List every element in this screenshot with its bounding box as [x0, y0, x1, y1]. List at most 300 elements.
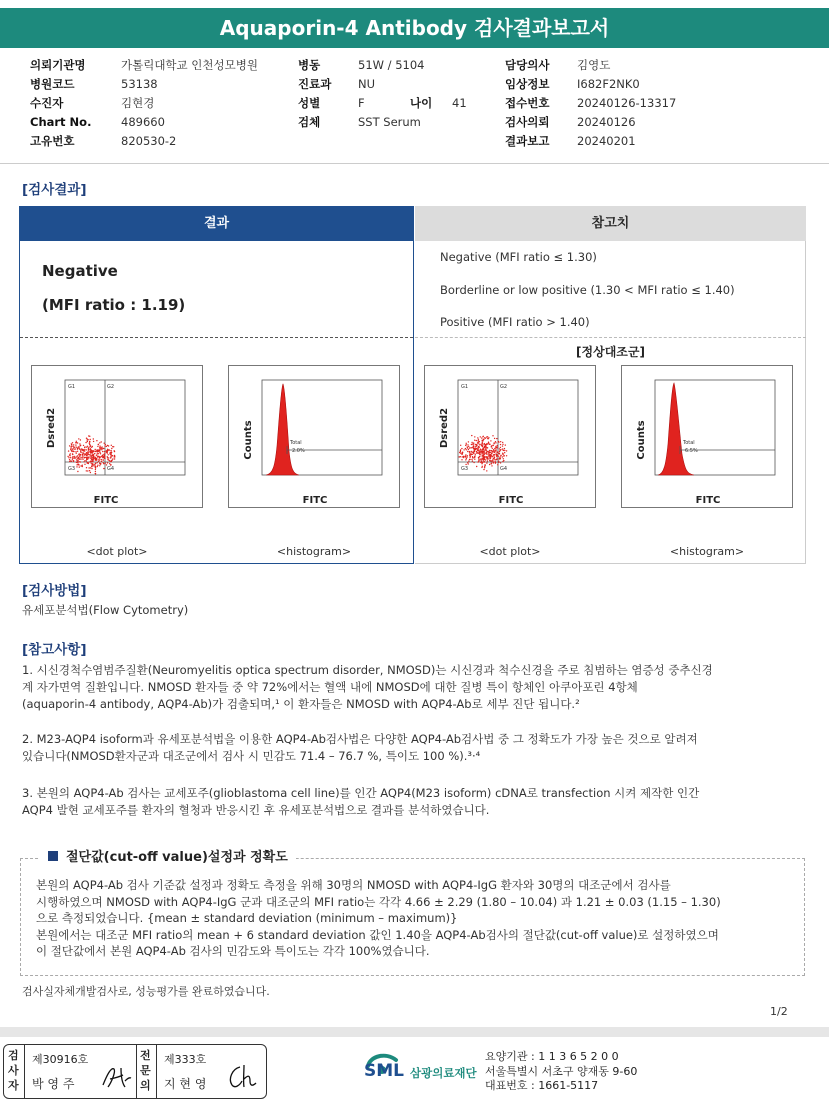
scatter-dot	[97, 451, 98, 452]
scatter-dot	[487, 447, 488, 448]
scatter-dot	[487, 438, 488, 439]
value-sex: F	[358, 96, 365, 110]
scatter-dot	[500, 455, 501, 456]
scatter-dot	[71, 444, 72, 445]
scatter-dot	[469, 459, 470, 460]
scatter-dot	[98, 444, 99, 445]
scatter-dot	[502, 444, 503, 445]
scatter-dot	[495, 463, 496, 464]
scatter-dot	[460, 453, 461, 454]
scatter-dot	[477, 442, 478, 443]
scatter-dot	[69, 454, 70, 455]
scatter-dot	[77, 458, 78, 459]
scatter-dot	[502, 442, 503, 443]
scatter-dot	[484, 443, 485, 444]
org-line: 대표번호 : 1661-5117	[485, 1079, 599, 1092]
scatter-dot	[104, 451, 105, 452]
scatter-dot	[74, 456, 75, 457]
scatter-dot	[482, 445, 483, 446]
patient-dot-plot-caption: <dot plot>	[86, 545, 148, 558]
scatter-dot	[101, 441, 102, 442]
scatter-dot	[85, 457, 86, 458]
label-unique-no: 고유번호	[30, 134, 75, 148]
scatter-dot	[485, 446, 486, 447]
scatter-dot	[93, 438, 94, 439]
scatter-dot	[77, 462, 78, 463]
scatter-dot	[89, 470, 90, 471]
scatter-dot	[83, 445, 84, 446]
result-header: 결과	[19, 206, 414, 241]
scatter-dot	[86, 452, 87, 453]
scatter-dot	[87, 439, 88, 440]
scatter-dot	[91, 456, 92, 457]
scatter-dot	[474, 448, 475, 449]
scatter-dot	[478, 440, 479, 441]
reference-borderline: Borderline or low positive (1.30 < MFI ratio ≤ 1.40)	[440, 283, 735, 297]
scatter-dot	[482, 452, 483, 453]
scatter-dot	[474, 456, 475, 457]
scatter-dot	[475, 454, 476, 455]
scatter-dot	[78, 447, 79, 448]
organization-name: 삼광의료재단	[410, 1066, 477, 1080]
cutoff-line: 으로 측정되었습니다. {mean ± standard deviation (minimum – maximum)}	[36, 911, 458, 925]
dot-plot-svg	[425, 366, 597, 509]
scatter-dot	[104, 453, 105, 454]
scatter-dot	[87, 453, 88, 454]
scatter-dot	[94, 464, 95, 465]
label-hospital-code: 병원코드	[30, 77, 75, 91]
note-line: 계 자가면역 질환입니다. NMOSD 환자들 중 약 72%에서는 혈액 내에 NMOSD에 대한 질병 특이 항체인 아쿠아포린 4항체	[22, 680, 638, 694]
scatter-dot	[84, 464, 85, 465]
scatter-dot	[478, 460, 479, 461]
scatter-dot	[494, 448, 495, 449]
scatter-dot	[98, 459, 99, 460]
scatter-dot	[472, 457, 473, 458]
scatter-dot	[77, 449, 78, 450]
scatter-dot	[480, 454, 481, 455]
quadrant-g3-label: G3	[68, 466, 76, 472]
quadrant-g2-label: G2	[107, 384, 115, 390]
value-department: NU	[358, 77, 376, 91]
quadrant-g4-label: G4	[500, 466, 508, 472]
scatter-dot	[89, 441, 90, 442]
scatter-dot	[472, 444, 473, 445]
scatter-dot	[477, 450, 478, 451]
scatter-dot	[86, 460, 87, 461]
histogram-svg	[229, 366, 401, 509]
scatter-dot	[469, 447, 470, 448]
scatter-dot	[100, 447, 101, 448]
scatter-dot	[73, 460, 74, 461]
label-doctor: 담당의사	[505, 58, 550, 72]
scatter-dot	[482, 442, 483, 443]
scatter-dot	[95, 463, 96, 464]
scatter-dot	[88, 463, 89, 464]
scatter-dot	[79, 456, 80, 457]
scatter-dot	[483, 439, 484, 440]
scatter-dot	[502, 454, 503, 455]
scatter-dot	[90, 449, 91, 450]
scatter-dot	[504, 452, 505, 453]
scatter-dot	[114, 455, 115, 456]
scatter-dot	[80, 458, 81, 459]
scatter-dot	[486, 443, 487, 444]
scatter-dot	[481, 453, 482, 454]
scatter-dot	[84, 449, 85, 450]
scatter-dot	[506, 450, 507, 451]
scatter-dot	[74, 457, 75, 458]
scatter-dot	[465, 459, 466, 460]
scatter-dot	[489, 452, 490, 453]
scatter-dot	[114, 456, 115, 457]
scatter-dot	[99, 442, 100, 443]
value-report-date: 20240201	[577, 134, 636, 148]
scatter-dot	[471, 459, 472, 460]
scatter-dot	[499, 448, 500, 449]
scatter-dot	[474, 459, 475, 460]
scatter-dot	[467, 446, 468, 447]
scatter-dot	[72, 448, 73, 449]
scatter-dot	[459, 452, 460, 453]
scatter-dot	[485, 448, 486, 449]
scatter-dot	[114, 450, 115, 451]
scatter-dot	[103, 448, 104, 449]
scatter-dot	[78, 464, 79, 465]
scatter-dot	[477, 452, 478, 453]
scatter-dot	[98, 461, 99, 462]
scatter-dot	[78, 461, 79, 462]
scatter-dot	[82, 459, 83, 460]
scatter-dot	[491, 446, 492, 447]
scatter-dot	[478, 450, 479, 451]
label-age: 나이	[410, 96, 433, 110]
scatter-dot	[479, 452, 480, 453]
scatter-dot	[87, 470, 88, 471]
notes-section-title: [참고사항]	[22, 642, 87, 658]
scatter-dot	[91, 458, 92, 459]
scatter-dot	[67, 456, 68, 457]
scatter-dot	[107, 462, 108, 463]
scatter-dot	[109, 463, 110, 464]
scatter-dot	[99, 445, 100, 446]
scatter-dot	[79, 466, 80, 467]
scatter-dot	[99, 463, 100, 464]
scatter-dot	[472, 452, 473, 453]
results-section-title: [검사결과]	[22, 182, 87, 198]
scatter-dot	[481, 452, 482, 453]
scatter-dot	[75, 451, 76, 452]
value-doctor: 김영도	[577, 58, 611, 72]
scatter-dot	[84, 457, 85, 458]
scatter-dot	[77, 460, 78, 461]
scatter-dot	[89, 436, 90, 437]
scatter-dot	[466, 444, 467, 445]
sml-logo-text: SML	[364, 1061, 404, 1081]
scatter-dot	[70, 449, 71, 450]
x-axis-label: FITC	[93, 495, 119, 506]
scatter-dot	[491, 465, 492, 466]
scatter-dot	[465, 454, 466, 455]
scatter-dot	[467, 455, 468, 456]
scatter-dot	[103, 468, 104, 469]
note-line: 2. M23-AQP4 isoform과 유세포분석법을 이용한 AQP4-Ab검사법은 다양한 AQP4-Ab검사법 중 그 정확도가 가장 높은 것으로 알려져	[22, 732, 698, 746]
scatter-dot	[85, 442, 86, 443]
scatter-dot	[93, 456, 94, 457]
scatter-dot	[101, 461, 102, 462]
scatter-dot	[87, 462, 88, 463]
quadrant-g2-label: G2	[500, 384, 508, 390]
label-receipt-no: 접수번호	[505, 96, 550, 110]
scatter-dot	[463, 456, 464, 457]
scatter-dot	[69, 445, 70, 446]
scatter-dot	[101, 456, 102, 457]
scatter-dot	[96, 458, 97, 459]
scatter-dot	[108, 454, 109, 455]
scatter-dot	[82, 465, 83, 466]
label-request-date: 검사의뢰	[505, 115, 550, 129]
label-chart-no: Chart No.	[30, 115, 92, 129]
scatter-dot	[496, 456, 497, 457]
scatter-dot	[494, 459, 495, 460]
scatter-dot	[103, 462, 104, 463]
scatter-dot	[465, 448, 466, 449]
scatter-dot	[92, 464, 93, 465]
scatter-dot	[470, 453, 471, 454]
scatter-dot	[78, 458, 79, 459]
scatter-dot	[471, 435, 472, 436]
scatter-dot	[493, 462, 494, 463]
scatter-dot	[73, 451, 74, 452]
scatter-dot	[86, 459, 87, 460]
scatter-dot	[487, 460, 488, 461]
control-group-label: [정상대조군]	[576, 345, 645, 359]
scatter-dot	[76, 462, 77, 463]
scatter-dot	[486, 452, 487, 453]
scatter-dot	[491, 453, 492, 454]
scatter-dot	[71, 451, 72, 452]
scatter-dot	[90, 461, 91, 462]
scatter-dot	[68, 457, 69, 458]
scatter-dot	[108, 445, 109, 446]
scatter-dot	[463, 449, 464, 450]
scatter-dot	[465, 464, 466, 465]
scatter-dot	[497, 445, 498, 446]
square-bullet-icon	[48, 851, 58, 861]
total-percent: 2.0%	[292, 448, 305, 454]
scatter-dot	[482, 448, 483, 449]
scatter-dot	[81, 448, 82, 449]
scatter-dot	[101, 459, 102, 460]
scatter-dot	[482, 440, 483, 441]
scatter-dot	[462, 456, 463, 457]
value-ward: 51W / 5104	[358, 58, 425, 72]
scatter-dot	[80, 454, 81, 455]
y-axis-label: Counts	[636, 420, 647, 460]
scatter-dot	[90, 454, 91, 455]
scatter-dot	[466, 458, 467, 459]
scatter-dot	[90, 439, 91, 440]
scatter-dot	[486, 470, 487, 471]
scatter-dot	[95, 457, 96, 458]
scatter-dot	[495, 449, 496, 450]
scatter-dot	[76, 441, 77, 442]
scatter-dot	[72, 458, 73, 459]
scatter-dot	[486, 453, 487, 454]
scatter-dot	[95, 451, 96, 452]
cutoff-line: 이 절단값에서 본원 AQP4-Ab 검사의 민감도와 특이도는 각각 100%였습니다.	[36, 944, 430, 958]
scatter-dot	[91, 450, 92, 451]
scatter-dot	[476, 448, 477, 449]
scatter-dot	[73, 446, 74, 447]
scatter-dot	[481, 443, 482, 444]
scatter-dot	[76, 464, 77, 465]
reference-box-divider	[415, 337, 806, 338]
scatter-dot	[88, 448, 89, 449]
scatter-dot	[478, 439, 479, 440]
scatter-dot	[95, 449, 96, 450]
method-section-title: [검사방법]	[22, 583, 87, 599]
label-ward: 병동	[298, 58, 321, 72]
patient-dot-plot	[31, 365, 203, 508]
scatter-dot	[467, 451, 468, 452]
scatter-dot	[75, 444, 76, 445]
scatter-dot	[91, 452, 92, 453]
scatter-dot	[484, 450, 485, 451]
scatter-dot	[496, 458, 497, 459]
scatter-dot	[493, 443, 494, 444]
scatter-dot	[111, 448, 112, 449]
scatter-dot	[476, 451, 477, 452]
scatter-dot	[476, 466, 477, 467]
result-value: Negative	[42, 262, 118, 280]
total-label: Total	[290, 440, 302, 446]
scatter-dot	[483, 436, 484, 437]
scatter-dot	[477, 447, 478, 448]
scatter-dot	[76, 459, 77, 460]
scatter-dot	[477, 437, 478, 438]
scatter-dot	[492, 445, 493, 446]
dot-plot-svg	[32, 366, 204, 509]
org-line: 서울특별시 서초구 양재동 9-60	[485, 1064, 638, 1078]
scatter-dot	[493, 449, 494, 450]
quadrant-g3-label: G3	[461, 466, 469, 472]
scatter-dot	[474, 440, 475, 441]
scatter-dot	[105, 444, 106, 445]
scatter-dot	[491, 463, 492, 464]
scatter-dot	[468, 460, 469, 461]
scatter-dot	[490, 440, 491, 441]
scatter-dot	[470, 456, 471, 457]
scatter-dot	[75, 442, 76, 443]
reference-header: 참고치	[415, 206, 806, 241]
scatter-dot	[109, 449, 110, 450]
scatter-dot	[506, 455, 507, 456]
scatter-dot	[84, 446, 85, 447]
result-box-divider	[20, 337, 413, 338]
scatter-dot	[466, 443, 467, 444]
scatter-dot	[470, 451, 471, 452]
scatter-dot	[499, 453, 500, 454]
reference-negative: Negative (MFI ratio ≤ 1.30)	[440, 250, 597, 264]
scatter-dot	[480, 449, 481, 450]
scatter-dot	[472, 447, 473, 448]
scatter-dot	[83, 453, 84, 454]
scatter-dot	[466, 449, 467, 450]
scatter-dot	[95, 469, 96, 470]
scatter-dot	[502, 448, 503, 449]
scatter-dot	[105, 462, 106, 463]
scatter-dot	[486, 462, 487, 463]
scatter-dot	[83, 461, 84, 462]
sig-divider	[24, 1045, 25, 1098]
scatter-dot	[498, 456, 499, 457]
scatter-dot	[495, 441, 496, 442]
scatter-dot	[485, 459, 486, 460]
scatter-dot	[497, 464, 498, 465]
cutoff-title	[40, 846, 296, 865]
scatter-dot	[77, 471, 78, 472]
scatter-dot	[479, 453, 480, 454]
scatter-dot	[490, 450, 491, 451]
scatter-dot	[461, 459, 462, 460]
scatter-dot	[479, 444, 480, 445]
scatter-dot	[103, 459, 104, 460]
scatter-dot	[78, 446, 79, 447]
scatter-dot	[104, 455, 105, 456]
scatter-dot	[110, 456, 111, 457]
scatter-dot	[500, 441, 501, 442]
scatter-dot	[481, 463, 482, 464]
patient-info-col3	[505, 56, 676, 151]
note-line: (aquaporin-4 antibody, AQP4-Ab)가 검출되며,¹ 이 환자들은 NMOSD with AQP4-Ab로 세부 진단 됩니다.²	[22, 697, 580, 711]
scatter-dot	[109, 460, 110, 461]
scatter-dot	[504, 448, 505, 449]
scatter-dot	[111, 452, 112, 453]
scatter-dot	[499, 458, 500, 459]
scatter-dot	[94, 453, 95, 454]
scatter-dot	[484, 461, 485, 462]
scatter-dot	[460, 456, 461, 457]
scatter-dot	[104, 443, 105, 444]
scatter-dot	[480, 444, 481, 445]
scatter-dot	[91, 447, 92, 448]
scatter-dot	[473, 451, 474, 452]
note-paragraph-2	[22, 731, 812, 765]
scatter-dot	[473, 453, 474, 454]
scatter-dot	[108, 449, 109, 450]
value-institution: 가톨릭대학교 인천성모병원	[121, 58, 258, 72]
scatter-dot	[76, 447, 77, 448]
scatter-dot	[488, 455, 489, 456]
scatter-dot	[484, 464, 485, 465]
note-line: AQP4 발현 교세포주를 환자의 혈청과 반응시킨 후 유세포분석법으로 결과를 분석하였습니다.	[22, 803, 490, 817]
scatter-dot	[70, 446, 71, 447]
value-specimen: SST Serum	[358, 115, 421, 129]
scatter-dot	[466, 457, 467, 458]
scatter-dot	[72, 459, 73, 460]
specialist-signature	[226, 1061, 262, 1091]
scatter-dot	[476, 444, 477, 445]
scatter-dot	[112, 455, 113, 456]
label-sex: 성별	[298, 96, 321, 110]
scatter-dot	[469, 451, 470, 452]
scatter-dot	[481, 462, 482, 463]
scatter-dot	[93, 441, 94, 442]
x-axis-label: FITC	[302, 495, 328, 506]
scatter-dot	[481, 450, 482, 451]
scatter-dot	[82, 457, 83, 458]
scatter-dot	[78, 454, 79, 455]
